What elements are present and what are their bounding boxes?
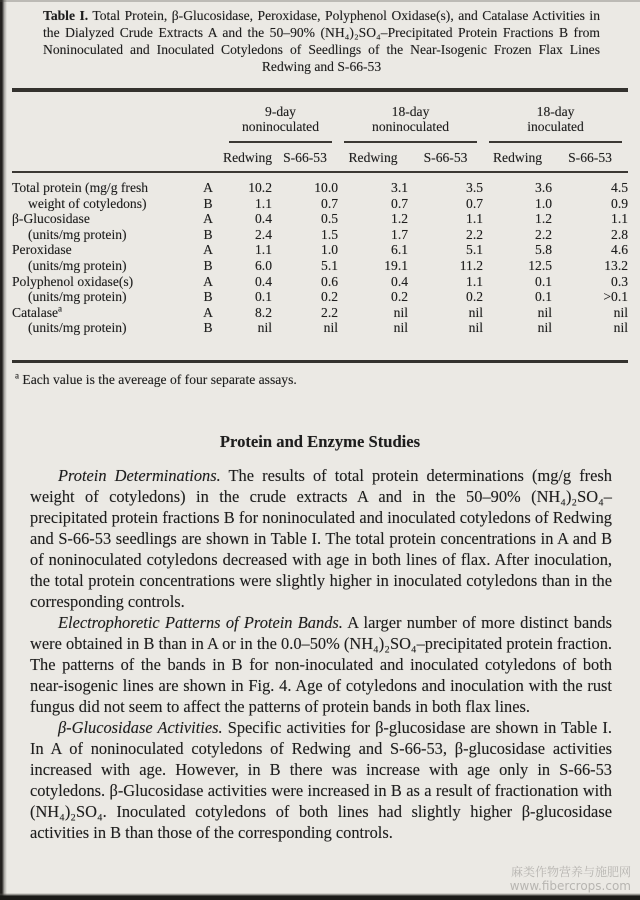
value-cell: 0.1 <box>255 289 272 305</box>
paragraph-lead: Protein Determinations. <box>58 465 221 485</box>
value-cell: nil <box>613 320 629 336</box>
column-header-redwing: Redwing <box>223 143 272 172</box>
group-label-line2: inoculated <box>527 119 584 134</box>
value-cell: 0.3 <box>611 273 629 289</box>
row-label: (units/mg protein) <box>28 289 127 305</box>
value-cell: 0.7 <box>466 195 484 211</box>
value-cell: 1.0 <box>535 195 553 211</box>
value-cell: 5.1 <box>321 257 339 273</box>
value-cell: nil <box>468 304 484 320</box>
group-label-line1: 18-day <box>536 104 575 119</box>
fraction-cell: B <box>203 320 213 336</box>
value-cell: nil <box>613 304 629 320</box>
empty-header <box>193 90 223 143</box>
row-label: Catalase$^a$ <box>12 303 63 320</box>
scan-edge-bottom <box>0 893 640 900</box>
row-label: β-Glucosidase <box>12 211 90 227</box>
value-cell: 11.2 <box>459 257 484 273</box>
value-cell: 1.2 <box>391 211 409 227</box>
paragraph-lead: Electrophoretic Patterns of Protein Bands. <box>58 612 343 632</box>
row-label: Polyphenol oxidase(s) <box>12 273 134 289</box>
paragraph-text: The results of total protein determinations (mg/g fresh weight of cotyledons) in the crude extracts A and in the 50–90% (NH₄)₂SO₄–precipitated protein fractions B for noninoculated and inoculated cotyledons of Redwing and S-66-53 seedlings are shown in Table I. The total protein concentrations in A and B of noninoculated cotyledons decreased with age in both lines of flax. After inoculation, the total protein concentrations were slightly higher in inoculated cotyledons than in the corresponding controls. <box>30 465 612 611</box>
fraction-cell: A <box>203 180 213 195</box>
column-header-s6653: S-66-53 <box>408 143 483 172</box>
value-cell: >0.1 <box>603 289 629 305</box>
table-caption <box>43 7 600 75</box>
fraction-cell: B <box>203 289 213 305</box>
column-group-row <box>12 90 628 143</box>
fraction-cell: A <box>203 273 213 289</box>
col-group-9day-noninoculated <box>223 90 338 143</box>
table-row <box>12 289 628 305</box>
value-cell: 1.1 <box>466 273 484 289</box>
value-cell: 0.2 <box>321 289 339 305</box>
scan-edge-left <box>0 0 7 900</box>
footnote-text: Each value is the avereage of four separate assays. <box>19 371 297 387</box>
value-cell: 1.1 <box>255 195 272 211</box>
watermark <box>510 865 631 893</box>
fraction-cell: B <box>203 226 213 242</box>
column-header-s6653: S-66-53 <box>272 143 338 172</box>
table-row <box>12 320 628 361</box>
group-label-line1: 18-day <box>391 104 430 119</box>
value-cell: 19.1 <box>384 257 409 273</box>
footnote-marker: a <box>58 303 63 314</box>
value-cell: 0.4 <box>255 211 272 227</box>
column-header-redwing: Redwing <box>483 143 552 172</box>
value-cell: 1.2 <box>535 211 553 227</box>
value-cell: 0.2 <box>391 289 409 305</box>
table-row <box>12 274 628 290</box>
table-caption-label: Table I. <box>43 8 89 23</box>
empty-header <box>12 143 193 172</box>
paragraph-lead: β-Glucosidase Activities. <box>58 717 223 737</box>
value-cell: 6.1 <box>391 242 409 258</box>
group-label-line1: 9-day <box>265 104 296 119</box>
column-header-s6653: S-66-53 <box>552 143 628 172</box>
scan-edge-top <box>0 0 640 2</box>
value-cell: 0.4 <box>391 273 409 289</box>
value-cell: 3.1 <box>391 180 409 195</box>
col-group-18day-inoculated <box>483 90 628 143</box>
row-label: Total protein (mg/g fresh <box>12 180 149 195</box>
value-cell: 8.2 <box>255 304 272 320</box>
value-cell: 5.1 <box>466 242 484 258</box>
empty-header <box>12 90 193 143</box>
fraction-cell: B <box>203 195 213 211</box>
value-cell: 1.0 <box>321 242 339 258</box>
watermark-site-name: 麻类作物营养与施肥网 <box>510 865 631 879</box>
table-caption-text: Total Protein, β-Glucosidase, Peroxidase, Polyphenol Oxidase(s), and Catalase Activities in the Dialyzed Crude Extracts A and the 50–90% (NH₄)₂SO₄–Precipitated Protein Fractions B from Noninoculated and Inoculated Cotyledons of Seedlings of the Near-Isogenic Frozen Flax Lines Redwing and S-66-53 <box>43 8 600 74</box>
value-cell: 4.5 <box>611 180 629 195</box>
table-footnote <box>15 372 620 388</box>
paragraph-electrophoretic-patterns <box>30 612 612 717</box>
value-cell: nil <box>468 320 484 336</box>
value-cell: 0.5 <box>321 211 339 227</box>
table-row <box>12 196 628 212</box>
row-label: Peroxidase <box>12 242 72 258</box>
group-label-line2: noninoculated <box>372 119 450 134</box>
value-cell: 2.2 <box>466 226 484 242</box>
value-cell: 0.4 <box>255 273 272 289</box>
value-cell: nil <box>323 320 339 336</box>
value-cell: 10.0 <box>314 180 339 195</box>
paragraph-protein-determinations <box>30 465 612 612</box>
value-cell: 0.1 <box>535 273 553 289</box>
row-label: (units/mg protein) <box>28 257 127 273</box>
fraction-cell: B <box>203 257 213 273</box>
value-cell: 12.5 <box>528 257 553 273</box>
col-group-18day-noninoculated <box>338 90 483 143</box>
value-cell: 3.6 <box>535 180 553 195</box>
empty-header <box>193 143 223 172</box>
value-cell: 0.9 <box>611 195 629 211</box>
row-label: (units/mg protein) <box>28 320 127 336</box>
fraction-cell: A <box>203 304 213 320</box>
value-cell: 2.8 <box>611 226 629 242</box>
value-cell: 4.6 <box>611 242 629 258</box>
value-cell: 0.7 <box>321 195 339 211</box>
footnote-marker: a <box>15 370 19 381</box>
row-label: (units/mg protein) <box>28 226 127 242</box>
table-row <box>12 242 628 258</box>
subheader-row <box>12 143 628 172</box>
value-cell: 5.8 <box>535 242 553 258</box>
value-cell: 0.2 <box>466 289 484 305</box>
body-text <box>30 465 612 843</box>
table-row <box>12 172 628 196</box>
table-row <box>12 305 628 321</box>
value-cell: 3.5 <box>466 180 484 195</box>
value-cell: 0.1 <box>535 289 553 305</box>
watermark-url: www.fibercrops.com <box>509 879 631 893</box>
value-cell: 0.7 <box>391 195 409 211</box>
table-row <box>12 227 628 243</box>
fraction-cell: A <box>203 211 213 227</box>
value-cell: 10.2 <box>248 180 272 195</box>
value-cell: nil <box>537 304 553 320</box>
value-cell: 1.1 <box>466 211 484 227</box>
value-cell: nil <box>257 320 272 336</box>
value-cell: 1.5 <box>321 226 339 242</box>
table-row <box>12 258 628 274</box>
paragraph-text: A larger number of more distinct bands were obtained in B than in A or in the 0.0–50% (NH₄)₂SO₄–precipitated protein fraction. The patterns of the bands in B for non-inoculated and inoculated cotyledons of both near-isogenic lines are shown in Fig. 4. Age of cotyledons and inoculation with the rust fungus did not seem to affect the patterns of protein bands in both flax lines. <box>30 612 612 716</box>
value-cell: 1.1 <box>255 242 272 258</box>
section-heading: Protein and Enzyme Studies <box>219 431 421 451</box>
paragraph-text: Specific activities for β-glucosidase are shown in Table I. In A of noninoculated cotyledons of Redwing and S-66-53, β-glucosidase activities increased with age. However, in B there was increase with age only in S-66-53 cotyledons. β-Glucosidase activities were increased in B as a result of fractionation with (NH₄)₂SO₄. Inoculated cotyledons of both lines had slightly higher β-glucosidase activities in B than those of the corresponding controls. <box>30 717 612 842</box>
value-cell: 2.4 <box>255 226 272 242</box>
value-cell: 0.6 <box>321 273 339 289</box>
value-cell: 2.2 <box>535 226 553 242</box>
value-cell: nil <box>393 304 409 320</box>
value-cell: nil <box>393 320 409 336</box>
value-cell: 2.2 <box>321 304 339 320</box>
column-header-redwing: Redwing <box>338 143 408 172</box>
paragraph-glucosidase-activities <box>30 717 612 843</box>
value-cell: 13.2 <box>604 257 629 273</box>
fraction-cell: A <box>203 242 213 258</box>
table-1 <box>12 88 628 363</box>
group-label-line2: noninoculated <box>242 119 320 134</box>
row-label: weight of cotyledons) <box>28 195 147 211</box>
table-row <box>12 211 628 227</box>
value-cell: 1.7 <box>391 226 409 242</box>
value-cell: 1.1 <box>611 211 629 227</box>
value-cell: 6.0 <box>255 257 272 273</box>
value-cell: nil <box>537 320 553 336</box>
